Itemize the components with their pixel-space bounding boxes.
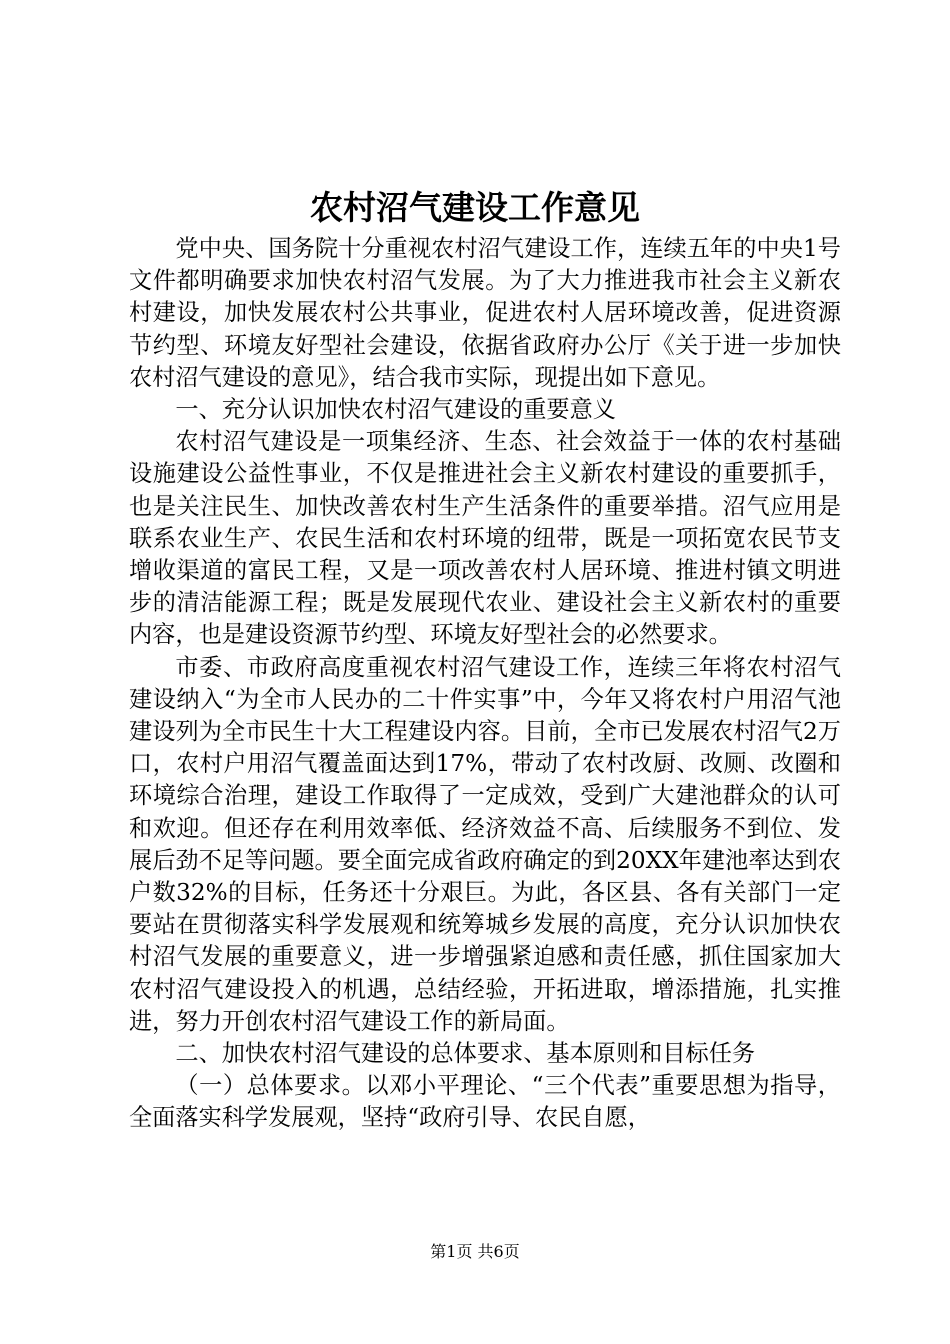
intro-paragraph: 党中央、国务院十分重视农村沼气建设工作，连续五年的中央1号文件都明确要求加快农村沼气发展。为了大力推进我市社会主义新农村建设，加快发展农村公共事业，促进农村人居环境改善，促进资源节约型、环境友好型社会建设，依据省政府办公厅《关于进一步加快农村沼气建设的意见》，结合我市实际，现提出如下意见。 [129,235,841,391]
page-footer: 第1页 共6页 [430,1242,520,1261]
body-paragraph: （一）总体要求。以邓小平理论、“三个代表”重要思想为指导，全面落实科学发展观，坚持“政府引导、农民自愿， [129,1072,841,1132]
document-title: 农村沼气建设工作意见 [310,188,640,227]
body-paragraph: 市委、市政府高度重视农村沼气建设工作，连续三年将农村沼气建设纳入“为全市人民办的二十件实事”中，今年又将农村户用沼气池建设列为全市民生十大工程建设内容。目前，全市已发展农村沼气2万口，农村户用沼气覆盖面达到17%，带动了农村改厨、改厕、改圈和环境综合治理，建设工作取得了一定成效，受到广大建池群众的认可和欢迎。但还存在利用效率低、经济效益不高、后续服务不到位、发展后劲不足等问题。要全面完成省政府确定的到20XX年建池率达到农户数32%的目标，任务还十分艰巨。为此，各区县、各有关部门一定要站在贯彻落实科学发展观和统筹城乡发展的高度，充分认识加快农村沼气发展的重要意义，进一步增强紧迫感和责任感，抓住国家加大农村沼气建设投入的机遇，总结经验，开拓进取，增添措施，扎实推进，努力开创农村沼气建设工作的新局面。 [129,653,841,1035]
section-heading-2: 二、加快农村沼气建设的总体要求、基本原则和目标任务 [175,1040,756,1068]
document-body [129,233,841,1135]
section-heading-1: 一、充分认识加快农村沼气建设的重要意义 [175,396,616,424]
body-paragraph: 农村沼气建设是一项集经济、生态、社会效益于一体的农村基础设施建设公益性事业，不仅是推进社会主义新农村建设的重要抓手，也是关注民生、加快改善农村生产生活条件的重要举措。沼气应用是联系农业生产、农民生活和农村环境的纽带，既是一项拓宽农民节支增收渠道的富民工程，又是一项改善农村人居环境、推进村镇文明进步的清洁能源工程；既是发展现代农业、建设社会主义新农村的重要内容，也是建设资源节约型、环境友好型社会的必然要求。 [129,428,841,649]
